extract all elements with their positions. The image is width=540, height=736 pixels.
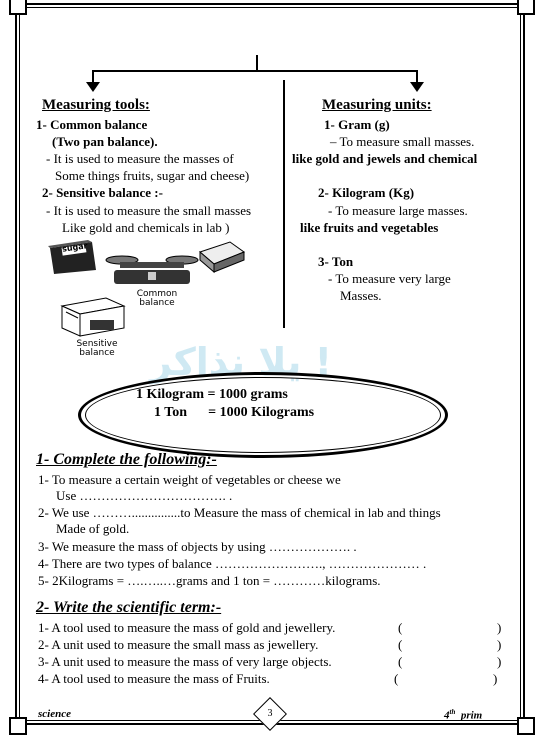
page-number: 3 bbox=[267, 708, 273, 719]
arrow-down-icon bbox=[86, 82, 100, 92]
term-item-3: 3- A unit used to measure the mass of very large objects. bbox=[38, 654, 332, 669]
q3: 3- We measure the mass of objects by using ………………. . bbox=[38, 539, 357, 554]
sensitive-balance-caption: Sensitive balance bbox=[76, 339, 118, 358]
unit2-title: 2- Kilogram (Kg) bbox=[318, 185, 415, 200]
answer-close-paren: ) bbox=[493, 671, 498, 686]
section1-title: 1- Complete the following:- bbox=[36, 451, 217, 468]
term-item-1: 1- A tool used to measure the mass of gold and jewellery. bbox=[38, 620, 336, 635]
connector-bar bbox=[92, 70, 418, 72]
answer-close-paren: ) bbox=[497, 620, 502, 635]
q5: 5- 2Kilograms = ….…..…grams and 1 ton = …………kilograms. bbox=[38, 573, 381, 588]
q1-line1: 1- To measure a certain weight of vegetables or cheese we bbox=[38, 472, 341, 487]
unit3-line1: - To measure very large bbox=[328, 271, 451, 286]
q4: 4- There are two types of balance ……………………., ………………… . bbox=[38, 556, 427, 571]
answer-open-paren: ( bbox=[398, 654, 403, 669]
term-item-2: 2- A unit used to measure the small mass as jewellery. bbox=[38, 637, 319, 652]
right-heading: Measuring units: bbox=[322, 97, 432, 113]
corner-ornament bbox=[9, 0, 27, 15]
footer-subject: science bbox=[38, 708, 71, 720]
column-divider bbox=[283, 80, 285, 328]
corner-ornament bbox=[9, 717, 27, 735]
tool1-title: 1- Common balance bbox=[36, 117, 148, 132]
left-heading: Measuring tools: bbox=[42, 97, 150, 113]
common-balance-caption: Common balance bbox=[136, 289, 178, 308]
corner-ornament bbox=[517, 717, 535, 735]
unit1-title: 1- Gram (g) bbox=[324, 117, 390, 132]
answer-open-paren: ( bbox=[398, 620, 403, 635]
answer-open-paren: ( bbox=[394, 671, 399, 686]
unit2-line1: - To measure large masses. bbox=[328, 203, 468, 218]
tool2-line1: - It is used to measure the small masses bbox=[46, 203, 252, 218]
answer-close-paren: ) bbox=[497, 637, 502, 652]
answer-open-paren: ( bbox=[398, 637, 403, 652]
term-item-4: 4- A tool used to measure the mass of Fruits. bbox=[38, 671, 270, 686]
unit3-title: 3- Ton bbox=[318, 254, 354, 269]
tool2-line2: Like gold and chemicals in lab ) bbox=[62, 220, 230, 235]
watermark-logo: يلا نذاكر ! bbox=[150, 340, 332, 384]
answer-close-paren: ) bbox=[497, 654, 502, 669]
conversion-line-2: 1 Ton = 1000 Kilograms bbox=[154, 405, 315, 420]
common-balance-image bbox=[104, 252, 200, 292]
unit1-line1: – To measure small masses. bbox=[330, 134, 475, 149]
q2-line2: Made of gold. bbox=[56, 521, 130, 536]
q1-line2: Use ……………………………. . bbox=[56, 488, 233, 503]
unit3-line2: Masses. bbox=[340, 288, 382, 303]
footer-grade: 4th prim bbox=[444, 708, 483, 722]
corner-ornament bbox=[517, 0, 535, 15]
connector-stem bbox=[256, 55, 258, 71]
sensitive-balance-image bbox=[56, 296, 130, 340]
sugar-label: sugar bbox=[61, 241, 89, 254]
tool1-line2: Some things fruits, sugar and cheese) bbox=[55, 168, 250, 183]
conversion-line-1: 1 Kilogram = 1000 grams bbox=[136, 387, 288, 402]
tool2-title: 2- Sensitive balance :- bbox=[42, 185, 163, 200]
tool1-sub: (Two pan balance). bbox=[52, 134, 158, 149]
section2-title: 2- Write the scientific term:- bbox=[36, 599, 222, 616]
cheese-block-image bbox=[196, 238, 246, 274]
unit1-line2: like gold and jewels and chemical bbox=[292, 151, 478, 166]
arrow-down-icon bbox=[410, 82, 424, 92]
tool1-line1: - It is used to measure the masses of bbox=[46, 151, 234, 166]
q2-line1: 2- We use ………...............to Measure the mass of chemical in lab and things bbox=[38, 505, 441, 520]
unit2-line2: like fruits and vegetables bbox=[300, 220, 439, 235]
